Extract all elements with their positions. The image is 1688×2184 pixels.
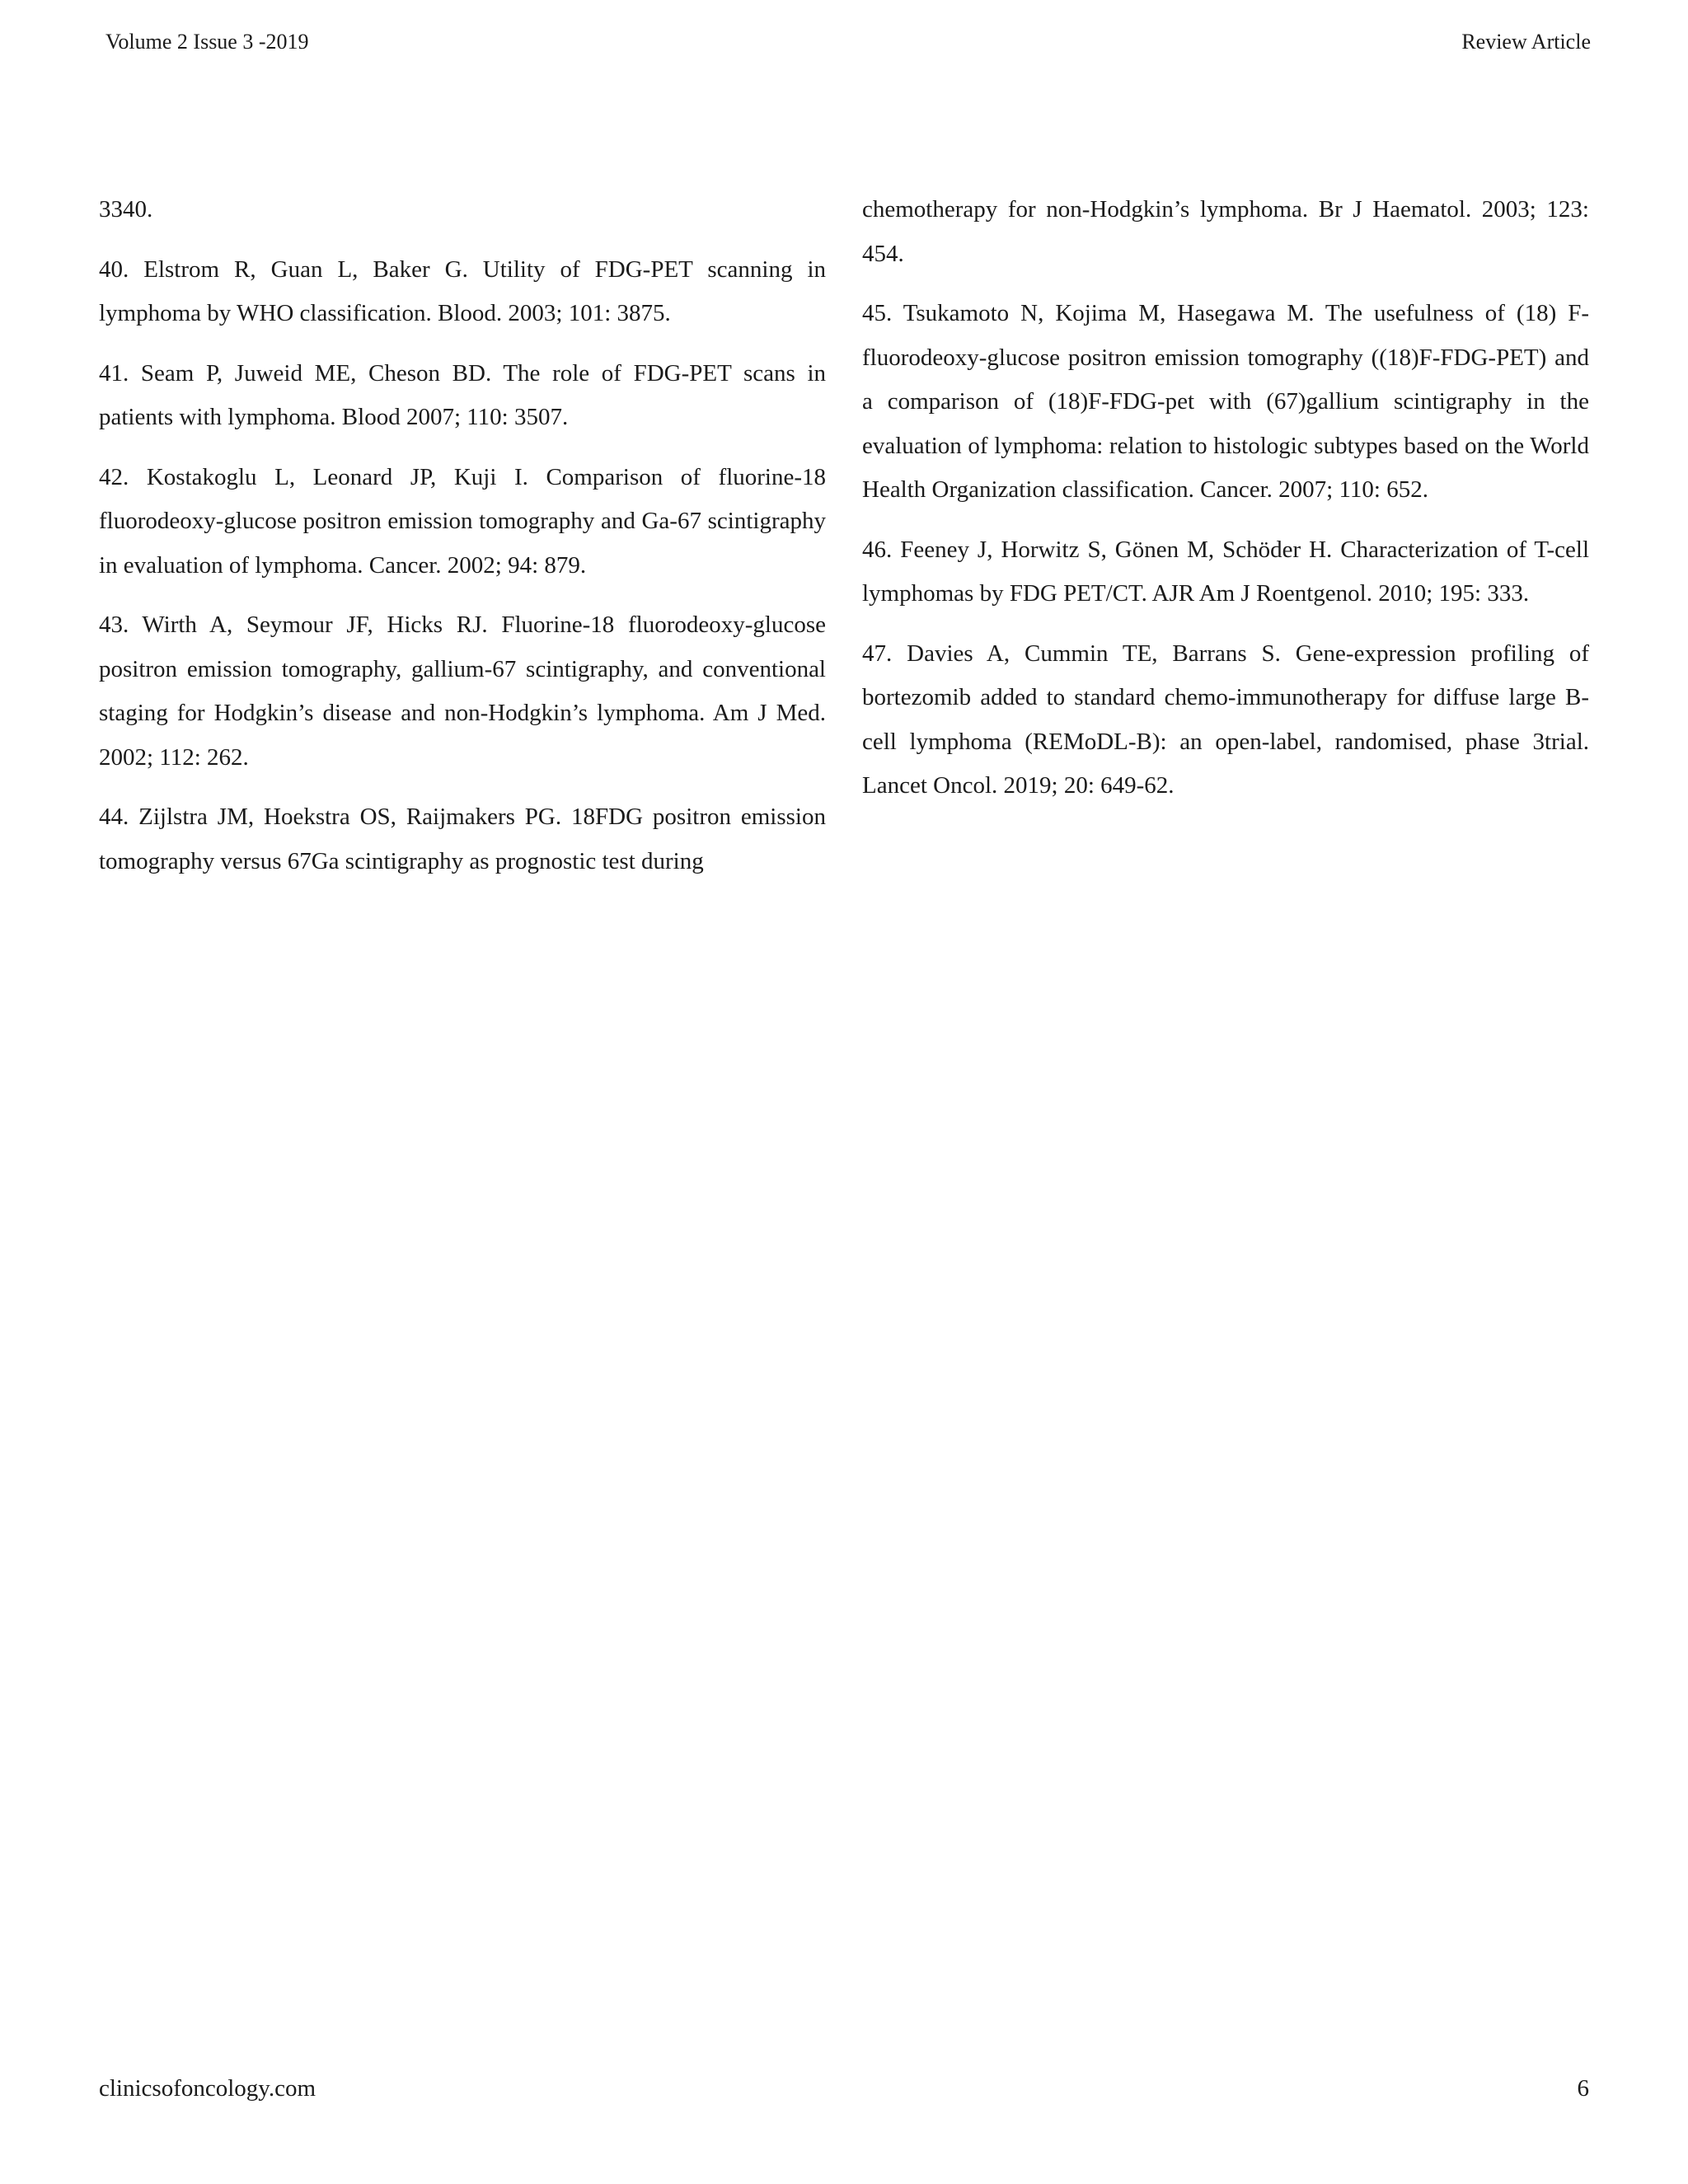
journal-website: clinicsofoncology.com: [99, 2075, 316, 2102]
page-header: [106, 26, 1591, 58]
page-number: 6: [1577, 2075, 1589, 2102]
reference-43: 43. Wirth A, Seymour JF, Hicks RJ. Fluorine-18 fluorodeoxy-glucose positron emission tomography, gallium-67 scintigraphy, and conventional staging for Hodgkin’s disease and non-Hodgkin’s lymphoma. Am J Med. 2002; 112: 262.: [99, 612, 826, 771]
journal-volume-issue: Volume 2 Issue 3 -2019: [106, 30, 309, 54]
page-footer: [99, 2072, 1589, 2105]
reference-45: 45. Tsukamoto N, Kojima M, Hasegawa M. The usefulness of (18) F-fluorodeoxy-glucose positron emission tomography ((18)F-FDG-PET) and a comparison of (18)F-FDG-pet with (67)gallium scintigraphy in the evaluation of lymphoma: relation to histologic subtypes based on the World Health Organization classification. Cancer. 2007; 110: 652.: [862, 300, 1589, 503]
article-type: Review Article: [1461, 30, 1591, 54]
reference-46: 46. Feeney J, Horwitz S, Gönen M, Schöder H. Characterization of T-cell lymphomas by FDG PET/CT. AJR Am J Roentgenol. 2010; 195: 333.: [862, 536, 1589, 607]
references-left-column: [99, 188, 826, 899]
reference-41: 41. Seam P, Juweid ME, Cheson BD. The role of FDG-PET scans in patients with lymphoma. Blood 2007; 110: 3507.: [99, 359, 826, 430]
references-body: [99, 188, 1589, 899]
reference-44: 44. Zijlstra JM, Hoekstra OS, Raijmakers PG. 18FDG positron emission tomography versus 67Ga scintigraphy as prognostic test during: [99, 804, 826, 874]
references-right-column: [862, 188, 1589, 899]
reference-47: 47. Davies A, Cummin TE, Barrans S. Gene-expression profiling of bortezomib added to standard chemo-immunotherapy for diffuse large B-cell lymphoma (REMoDL-B): an open-label, randomised, phase 3trial. Lancet Oncol. 2019; 20: 649-62.: [862, 640, 1589, 799]
reference-44-continuation: chemotherapy for non-Hodgkin’s lymphoma. Br J Haematol. 2003; 123: 454.: [862, 196, 1589, 267]
reference-40: 40. Elstrom R, Guan L, Baker G. Utility of FDG-PET scanning in lymphoma by WHO classification. Blood. 2003; 101: 3875.: [99, 255, 826, 326]
reference-continuation: 3340.: [99, 196, 153, 223]
reference-42: 42. Kostakoglu L, Leonard JP, Kuji I. Comparison of fluorine-18 fluorodeoxy-glucose positron emission tomography and Ga-67 scintigraphy in evaluation of lymphoma. Cancer. 2002; 94: 879.: [99, 463, 826, 579]
